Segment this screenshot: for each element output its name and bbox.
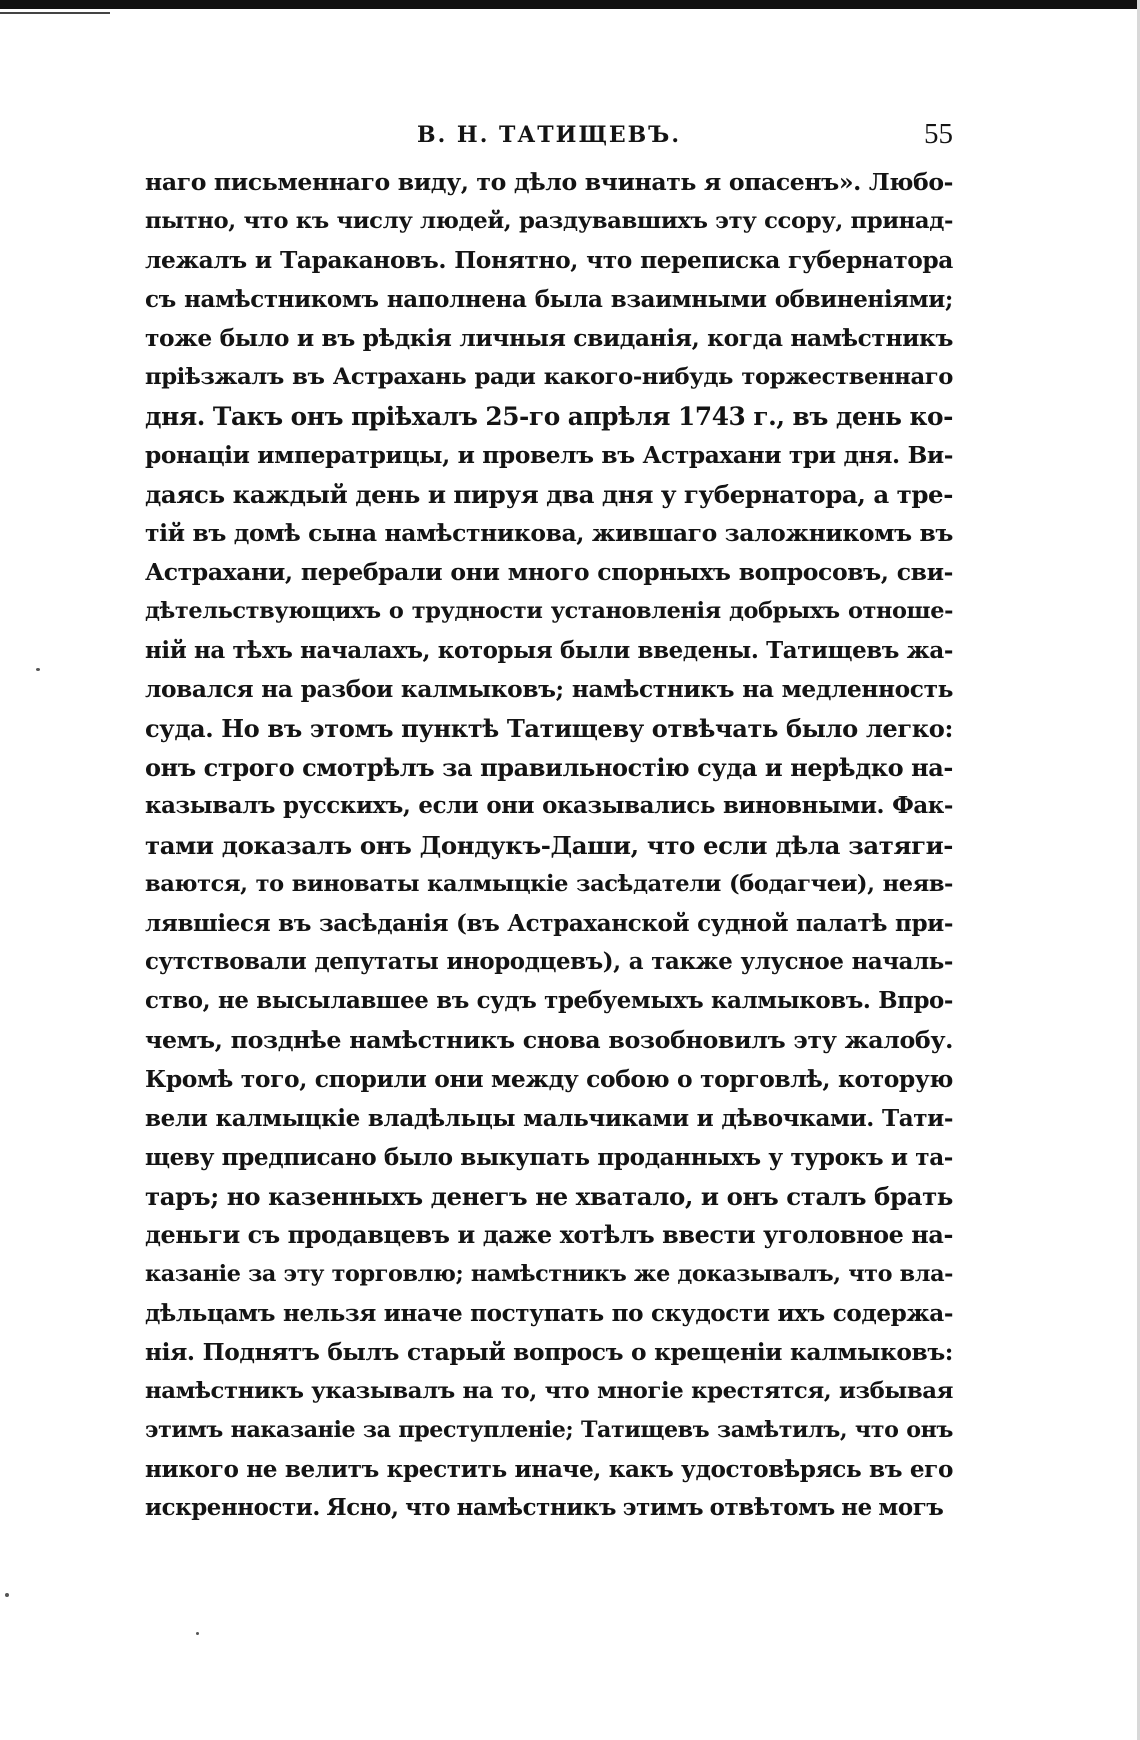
scan-speck: [196, 1632, 199, 1635]
text-line: наго письменнаго виду, то дѣло вчинать я опасенъ». Любо-: [145, 168, 953, 196]
text-line: нія. Поднятъ былъ старый вопросъ о крещеніи калмыковъ:: [145, 1339, 953, 1366]
text-line: ронаціи императрицы, и провелъ въ Астрахани три дня. Ви-: [145, 442, 953, 469]
scan-speck: [36, 668, 40, 671]
text-line: лежалъ и Таракановъ. Понятно, что переписка губернатора: [145, 247, 953, 274]
text-line: пріѣзжалъ въ Астрахань ради какого-нибудь торжественнаго: [145, 364, 953, 390]
text-line: деньги съ продавцевъ и даже хотѣлъ ввести уголовное на-: [145, 1221, 953, 1249]
text-line: тоже было и въ рѣдкія личныя свиданія, когда намѣстникъ: [145, 324, 953, 352]
running-head: [145, 118, 953, 154]
text-line: тами доказалъ онъ Дондукъ-Даши, что если дѣла затяги-: [145, 831, 953, 860]
text-line: намѣстникъ указывалъ на то, что многіе крестятся, избывая: [145, 1378, 953, 1404]
text-line: ній на тѣхъ началахъ, которыя были введены. Татищевъ жа-: [145, 637, 953, 664]
text-line: дѣльцамъ нельзя иначе поступать по скудости ихъ содержа-: [145, 1300, 953, 1327]
text-line: вели калмыцкіе владѣльцы мальчиками и дѣвочками. Тати-: [145, 1105, 953, 1132]
text-line: дня. Такъ онъ пріѣхалъ 25-го апрѣля 1743 г., въ день ко-: [145, 402, 953, 431]
text-line: суда. Но въ этомъ пунктѣ Татищеву отвѣчать было легко:: [145, 714, 953, 743]
top-border-thin-rule: [0, 12, 110, 14]
running-title: В. Н. ТАТИЩЕВЪ.: [417, 122, 681, 148]
text-line: чемъ, позднѣе намѣстникъ снова возобновилъ эту жалобу.: [145, 1026, 953, 1054]
text-line: таръ; но казенныхъ денегъ не хватало, и онъ сталъ брать: [145, 1182, 953, 1211]
text-line: лявшіеся въ засѣданія (въ Астраханской судной палатѣ при-: [145, 910, 953, 937]
top-border-rule: [0, 0, 1140, 9]
text-line: щеву предписано было выкупать проданныхъ у турокъ и та-: [145, 1144, 953, 1171]
text-line: ваются, то виноваты калмыцкіе засѣдатели (бодагчеи), неяв-: [145, 871, 953, 897]
text-line: Астрахани, перебрали они много спорныхъ вопросовъ, сви-: [145, 558, 953, 586]
text-line: никого не велитъ крестить иначе, какъ удостовѣрясь въ его: [145, 1456, 953, 1483]
page-number: 55: [924, 118, 953, 150]
text-line: тій въ домѣ сына намѣстникова, жившаго заложникомъ въ: [145, 519, 953, 547]
text-line: этимъ наказаніе за преступленіе; Татищевъ замѣтилъ, что онъ: [145, 1417, 953, 1443]
text-line: казаніе за эту торговлю; намѣстникъ же доказывалъ, что вла-: [145, 1261, 953, 1287]
text-line: искренности. Ясно, что намѣстникъ этимъ отвѣтомъ не могъ: [145, 1495, 944, 1521]
text-line: ство, не высылавшее въ судъ требуемыхъ калмыковъ. Впро-: [145, 988, 953, 1014]
text-line: ловался на разбои калмыковъ; намѣстникъ на медленность: [145, 676, 953, 703]
scan-speck: [5, 1593, 9, 1597]
body-text: [145, 163, 953, 1528]
text-line: даясь каждый день и пируя два дня у губернатора, а тре-: [145, 480, 953, 509]
text-line: Кромѣ того, спорили они между собою о торговлѣ, которую: [145, 1065, 953, 1093]
text-line: пытно, что къ числу людей, раздувавшихъ эту ссору, принад-: [145, 208, 953, 234]
text-line: сутствовали депутаты инородцевъ), а также улусное началь-: [145, 949, 953, 975]
text-line: съ намѣстникомъ наполнена была взаимными обвиненіями;: [145, 286, 953, 313]
text-line: дѣтельствующихъ о трудности установленія добрыхъ отноше-: [145, 598, 953, 624]
text-line: онъ строго смотрѣлъ за правильностію суда и нерѣдко на-: [145, 753, 953, 782]
text-line: казывалъ русскихъ, если они оказывались виновными. Фак-: [145, 793, 953, 819]
